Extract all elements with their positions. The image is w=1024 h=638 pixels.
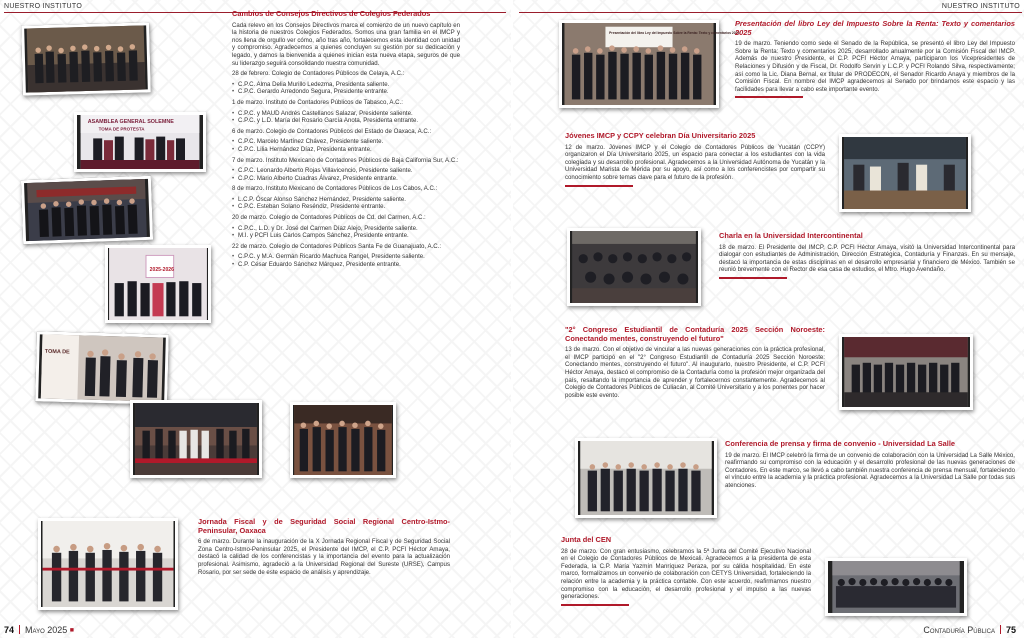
photo-junta-cen (825, 558, 967, 616)
year-sign: 2025-2026 (149, 267, 174, 274)
jovenes-title: Jóvenes IMCP y CCPY celebran Día Universitario 2025 (565, 131, 756, 140)
photo-baja-california-sur (105, 245, 211, 323)
consejos-entry-heading: 22 de marzo. Colegio de Contadores Públicos Santa Fe de Guanajuato, A.C.: (232, 242, 442, 250)
footer-separator-right (1000, 625, 1001, 634)
consejos-entry-list (232, 81, 460, 96)
section-cen (561, 536, 811, 606)
consejos-entries (232, 70, 460, 268)
photo-celaya-group (21, 22, 151, 95)
libro-body: 19 de marzo. Teniendo como sede el Senado de la República, se presentó el libro Ley del Impuesto Sobre la Renta: Texto y comentarios 2025, desarrollado anualmente por la Comisión Fiscal del IMCP. Además de nuestro Presidente, el C.P. PCFI Héctor Amaya, participaron los Vicepresidentes de Relaciones y Difusión y de Fiscal, Dr. Rodolfo Servín y L.C.P. y PCFI Rolando Silva, respectivamente; así como la Lic. Diana Bernal, ex titular de PRODECON, el Senador Ricardo Anaya y miembros de la Comisión Fiscal. En nombre del IMCP agradecemos al Senado por brindarnos este espacio y las facilidades para llevar a cabo este importante evento. (735, 40, 1015, 93)
consejos-entry-heading: 28 de febrero. Colegio de Contadores Públicos de Celaya, A.C.: (232, 70, 405, 78)
consejos-entry-list (232, 110, 460, 125)
footer-right (923, 625, 1016, 635)
cen-title: Junta del CEN (561, 535, 612, 544)
charla-body: 18 de marzo. El Presidente del IMCP, C.P. PCFI Héctor Amaya, visitó la Universidad Intercontinental para dialogar con estudiantes de Administración, Dirección Estratégica, Contaduría y Finanzas. En su mensaje, destacó la importancia de estas disciplinas en el desarrollo empresarial y financiero de México. También se reunió brevemente con el Rector de esa casa de estudios, el Mtro. Hugo Avendaño. (719, 243, 1015, 274)
consejos-entry-item: • C.P. César Eduardo Sánchez Márquez, Presidente entrante. (232, 261, 460, 269)
consejos-entry-item: • C.P.C. Mario Alberto Cuadras Álvarez, Presidente entrante. (232, 175, 460, 183)
consejos-entry-heading: 8 de marzo. Instituto Mexicano de Contadores Públicos de Los Cabos, A.C.: (232, 185, 438, 193)
charla-red-bar (719, 277, 787, 279)
running-head-right: NUESTRO INSTITUTO (941, 3, 1020, 10)
section-charla (719, 232, 1015, 279)
toma-sign: TOMA DE PROTESTA (98, 126, 145, 132)
photo-jornada-fiscal (38, 518, 178, 610)
photo-charla-intercontinental (567, 228, 701, 306)
consejos-entry-item: • C.P.C. Marcelo Martínez Chávez, Presidente saliente. (232, 138, 460, 146)
lasalle-body: 19 de marzo. El IMCP celebró la firma de un convenio de colaboración con la Universidad La Salle México, reafirmando su compromiso con la educación y el desarrollo profesional de las nuevas generaciones de Contadores. En este marco, se llevó a cabo también nuestra conferencia de prensa mensual, fortaleciendo el vínculo entre la academia y la práctica profesional. Agradecemos a la Universidad La Salle por todas sus atenciones. (725, 451, 1015, 489)
running-head-left: NUESTRO INSTITUTO (4, 3, 83, 10)
consejos-entry-item: • M.I. y PCFI Luis Carlos Campos Sánchez, Presidente entrante. (232, 232, 460, 240)
consejos-entry-item: • C.P.C. Gerardo Arredondo Segura, Presidente entrante. (232, 88, 460, 96)
photo-jovenes-dia-universitario (839, 134, 971, 212)
section-jovenes (565, 132, 825, 187)
consejos-entry-item: • C.P.C. Alma Delia Murillo Ledezma, Presidenta saliente. (232, 81, 460, 89)
consejos-entry-list (232, 225, 460, 240)
footer-left (4, 625, 74, 635)
consejos-entry-item: • C.P.C. Esteban Solano Reséndiz, Presidente entrante. (232, 203, 460, 211)
footer-date: Mayo 2025 (25, 625, 68, 635)
toma2-sign: TOMA DE (44, 348, 70, 356)
jovenes-red-bar (565, 185, 633, 187)
consejos-entry-list (232, 138, 460, 153)
section-jornada (198, 518, 450, 579)
footer-separator (19, 625, 20, 634)
photo-congreso-estudiantil (839, 334, 973, 410)
consejos-entry-item: • C.P.C., L.D. y Dr. José del Carmen Díaz Alejo, Presidente saliente. (232, 225, 460, 233)
consejos-entry-item: • C.P.C. y L.D. María del Rosario García Anota, Presidenta entrante. (232, 117, 460, 125)
consejos-entry-item: • C.P.C. Lilia Hernández Díaz, Presidenta entrante. (232, 146, 460, 154)
congreso-title: "2° Congreso Estudiantil de Contaduría 2025 Sección Noroeste: Conectando mentes, construyendo el futuro" (565, 325, 825, 343)
consejos-entry-list (232, 196, 460, 211)
cen-red-bar (561, 604, 629, 606)
photo-oaxaca-group (21, 176, 153, 244)
consejos-entry-item: • C.P.C. y M.A. Germán Ricardo Machuca Rangel, Presidente saliente. (232, 253, 460, 261)
consejos-entry-heading: 20 de marzo. Colegio de Contadores Públicos de Cd. del Carmen, A.C.: (232, 214, 426, 222)
asamblea-sign: ASAMBLEA GENERAL SOLEMNE (87, 119, 174, 126)
consejos-entry-item: • L.C.P. Óscar Alonso Sánchez Hernández, Presidente saliente. (232, 196, 460, 204)
jovenes-body: 12 de marzo. Jóvenes IMCP y el Colegio de Contadores Públicos de Yucatán (CCPY) organizaron el Día Universitario 2025, un espacio para conectar a los estudiantes con la vida colegiada y su desarrollo profesional. Agradecemos a la Universidad Autónoma de Yucatán y la Universidad Marista de Mérida por su apoyo, así como a los conferencistes por compartir su conocimiento sobre temas clave para el futuro de la profesión. (565, 143, 825, 181)
consejos-title: Cambios de Consejos Directivos de Colegios Federados (232, 9, 431, 18)
libro-title: Presentación del libro Ley del Impuesto Sobre la Renta: Texto y comentarios 2025 (735, 19, 1015, 37)
page-number-right: 75 (1005, 625, 1016, 635)
consejos-entry-heading: 7 de marzo. Instituto Mexicano de Contadores Públicos de Baja California Sur, A.C.: (232, 156, 459, 164)
congreso-body: 13 de marzo. Con el objetivo de vincular a las nuevas generaciones con la práctica profesional, el IMCP participó en el "2° Congreso Estudiantil de Contaduría 2025 Sección Noroeste: Conectando mentes, construyendo el futuro". Al inaugurarlo, nuestro Presidente, el C.P. PCFI Héctor Amaya, destacó el compromiso de la Contaduría como la profesión mejor organizada del país, resaltando la importancia de aprender y fortalecernos constantemente. Agradecemos al Colegio de Contadores Públicos de Culiacán, al Comité Universitario y a los ponentes por hacer posible este evento. (565, 346, 825, 399)
consejos-entry-list (232, 253, 460, 268)
photo-libro-senado (559, 20, 740, 108)
section-congreso (565, 326, 825, 402)
charla-title: Charla en la Universidad Intercontinental (719, 231, 863, 240)
consejos-entry-heading: 1 de marzo. Instituto de Contadores Públicos de Tabasco, A.C.: (232, 98, 403, 106)
photo-santa-fe-guanajuato (290, 402, 396, 478)
page-number-left: 74 (4, 625, 15, 635)
cen-body: 28 de marzo. Con gran entusiasmo, celebramos la 5ª Junta del Comité Ejecutivo Nacional en el Colegio de Contadores Públicos de Mexicali. Agradecemos a la presidenta de esta Federada, la C.P. María Yazmín Manríquez Peraza, por su cálida hospitalidad. En este marco, formalizamos un convenio de colaboración con CETYS Universidad, fortaleciendo la relación entre la academia y la práctica contable. Con este acuerdo, reafirmamos nuestro compromiso con la educación, el desarrollo profesional y el impulso a las nuevas generaciones. (561, 547, 811, 601)
right-page (513, 0, 1024, 638)
libro-banner-text: Presentación del libro Ley del Impuesto Sobre la Renta: Texto y comentarios 2025 (609, 31, 740, 36)
footer-dot-icon: ■ (69, 627, 75, 634)
photo-cd-carmen (130, 400, 262, 478)
lasalle-title: Conferencia de prensa y firma de convenio - Universidad La Salle (725, 439, 956, 448)
left-page (0, 0, 511, 638)
consejos-entry-item: • C.P.C. Leonardo Alberto Rojas Villavicencio, Presidente saliente. (232, 167, 460, 175)
footer-magazine: Contaduría Pública (923, 625, 995, 635)
section-lasalle (725, 440, 1015, 493)
libro-red-bar (735, 96, 803, 98)
consejos-entry-item: • C.P.C. y MAUD Andrés Castellanos Salazar, Presidente saliente. (232, 110, 460, 118)
photo-la-salle (575, 438, 717, 518)
consejos-entry-list (232, 167, 460, 182)
photo-asamblea-tabasco (74, 112, 206, 172)
consejos-intro: Cada relevo en los Consejos Directivos marca el comienzo de un nuevo capítulo en la historia de nuestros Colegios Federados. Somos una gran familia en el IMCP y nos llena de orgullo ver cómo, año tras año, fortalecemos esta identidad con unidad y compromiso. Agradecemos a quienes concluyen su gestión por su dedicación y legado, y damos la bienvenida a quienes inician esta nueva etapa, seguros de que su liderazgo seguirá consolidando nuestra comunidad. (232, 21, 460, 67)
consejos-entry-heading: 6 de marzo. Colegio de Contadores Públicos del Estado de Oaxaca, A.C.: (232, 127, 432, 135)
jornada-title: Jornada Fiscal y de Seguridad Social Regional Centro-Istmo-Peninsular, Oaxaca (198, 517, 450, 535)
header-rule-right (519, 12, 1022, 13)
photo-los-cabos (35, 331, 169, 404)
section-consejos (232, 10, 460, 272)
section-libro (735, 20, 1015, 98)
jornada-body: 6 de marzo. Durante la inauguración de la X Jornada Regional Fiscal y de Seguridad Social Zona Centro-Istmo-Peninsular 2025, el Presidente del IMCP, el C.P. PCFI Héctor Amaya, destacó la calidad de los conferencistas y la importancia del evento para la actualización profesional. Asimismo, agradeció a la Universidad Regional del Sureste (URSE), Campus Rosario, por ser sede de este espacio de análisis y aprendizaje. (198, 538, 450, 576)
